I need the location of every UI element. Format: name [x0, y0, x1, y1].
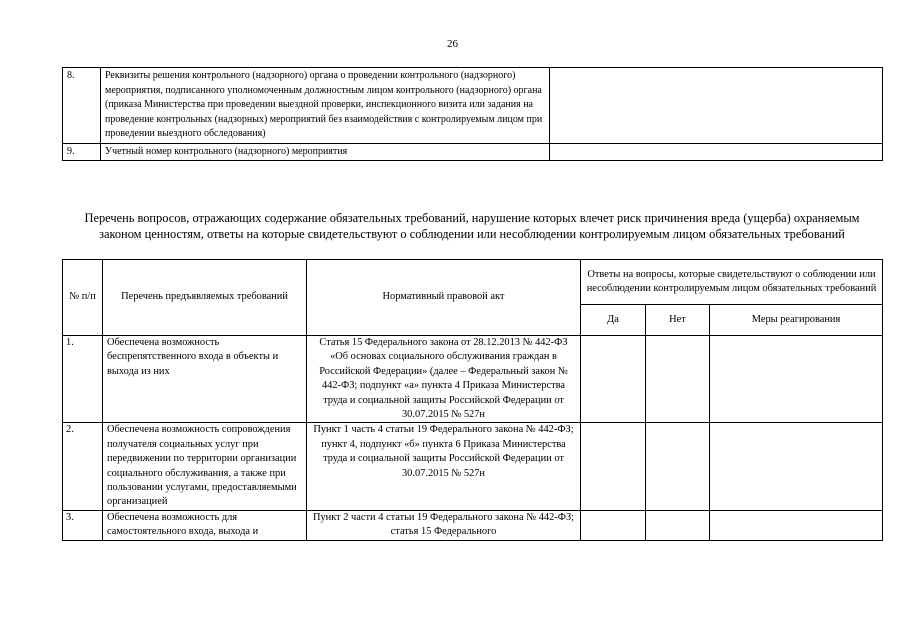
header-yes: Да	[581, 305, 646, 336]
table-row	[63, 336, 883, 423]
table-row	[63, 423, 883, 510]
row-requirement: Обеспечена возможность для самостоятельного входа, выхода и	[103, 510, 307, 540]
requirements-table	[62, 259, 883, 541]
header-act: Нормативный правовой акт	[307, 260, 581, 336]
page-number: 26	[447, 38, 458, 50]
table-row	[63, 68, 883, 144]
row-requirement: Обеспечена возможность беспрепятственного входа в объекты и выхода из них	[103, 336, 307, 423]
row-number: 3.	[63, 510, 103, 540]
top-info-table	[62, 67, 883, 161]
row-number: 8.	[63, 68, 101, 144]
table-row	[63, 143, 883, 161]
row-value[interactable]	[550, 68, 883, 144]
row-value[interactable]	[550, 143, 883, 161]
header-measures: Меры реагирования	[710, 305, 883, 336]
header-no: Нет	[646, 305, 710, 336]
header-num: № п/п	[63, 260, 103, 336]
row-yes-cell[interactable]	[581, 336, 646, 423]
row-text: Учетный номер контрольного (надзорного) мероприятия	[101, 143, 550, 161]
row-act: Статья 15 Федерального закона от 28.12.2013 № 442-ФЗ «Об основах социального обслуживания граждан в Российской Федерации» (далее – Федеральный закон № 442-ФЗ; подпункт «а» пункта 4 Приказа Министерства труда и социальной защиты Российской Федерации от 30.07.2015 № 527н	[307, 336, 581, 423]
row-no-cell[interactable]	[646, 336, 710, 423]
row-measures-cell[interactable]	[710, 510, 883, 540]
row-text: Реквизиты решения контрольного (надзорного) органа о проведении контрольного (надзорного) мероприятия, подписанного уполномоченным должностным лицом контрольного (надзорного) органа (приказа Министерства при проведении выездной проверки, инспекционного визита или задания на проведение контрольных (надзорных) мероприятий без взаимодействия с контролируемым лицом при проведении выездного обследования)	[101, 68, 550, 144]
section-heading: Перечень вопросов, отражающих содержание обязательных требований, нарушение которых влечет риск причинения вреда (ущерба) охраняемым законом ценностям, ответы на которые свидетельствуют о соблюдении или несоблюдении контролируемым лицом обязательных требований	[84, 211, 860, 241]
row-yes-cell[interactable]	[581, 423, 646, 510]
header-row	[63, 260, 883, 305]
table-row	[63, 510, 883, 540]
header-answers-group: Ответы на вопросы, которые свидетельствуют о соблюдении или несоблюдении контролируемым лицом обязательных требований	[581, 260, 883, 305]
row-act: Пункт 2 части 4 статьи 19 Федерального закона № 442-ФЗ; статья 15 Федерального	[307, 510, 581, 540]
row-act: Пункт 1 часть 4 статьи 19 Федерального закона № 442-ФЗ; пункт 4, подпункт «б» пункта 6 Приказа Министерства труда и социальной защиты Российской Федерации от 30.07.2015 № 527н	[307, 423, 581, 510]
header-requirements: Перечень предъявляемых требований	[103, 260, 307, 336]
row-number: 9.	[63, 143, 101, 161]
row-requirement: Обеспечена возможность сопровождения получателя социальных услуг при передвижении по территории организации социального обслуживания, а также при пользовании услугами, предоставляемыми организацией	[103, 423, 307, 510]
row-no-cell[interactable]	[646, 423, 710, 510]
row-measures-cell[interactable]	[710, 336, 883, 423]
row-number: 1.	[63, 336, 103, 423]
row-number: 2.	[63, 423, 103, 510]
row-no-cell[interactable]	[646, 510, 710, 540]
row-measures-cell[interactable]	[710, 423, 883, 510]
row-yes-cell[interactable]	[581, 510, 646, 540]
